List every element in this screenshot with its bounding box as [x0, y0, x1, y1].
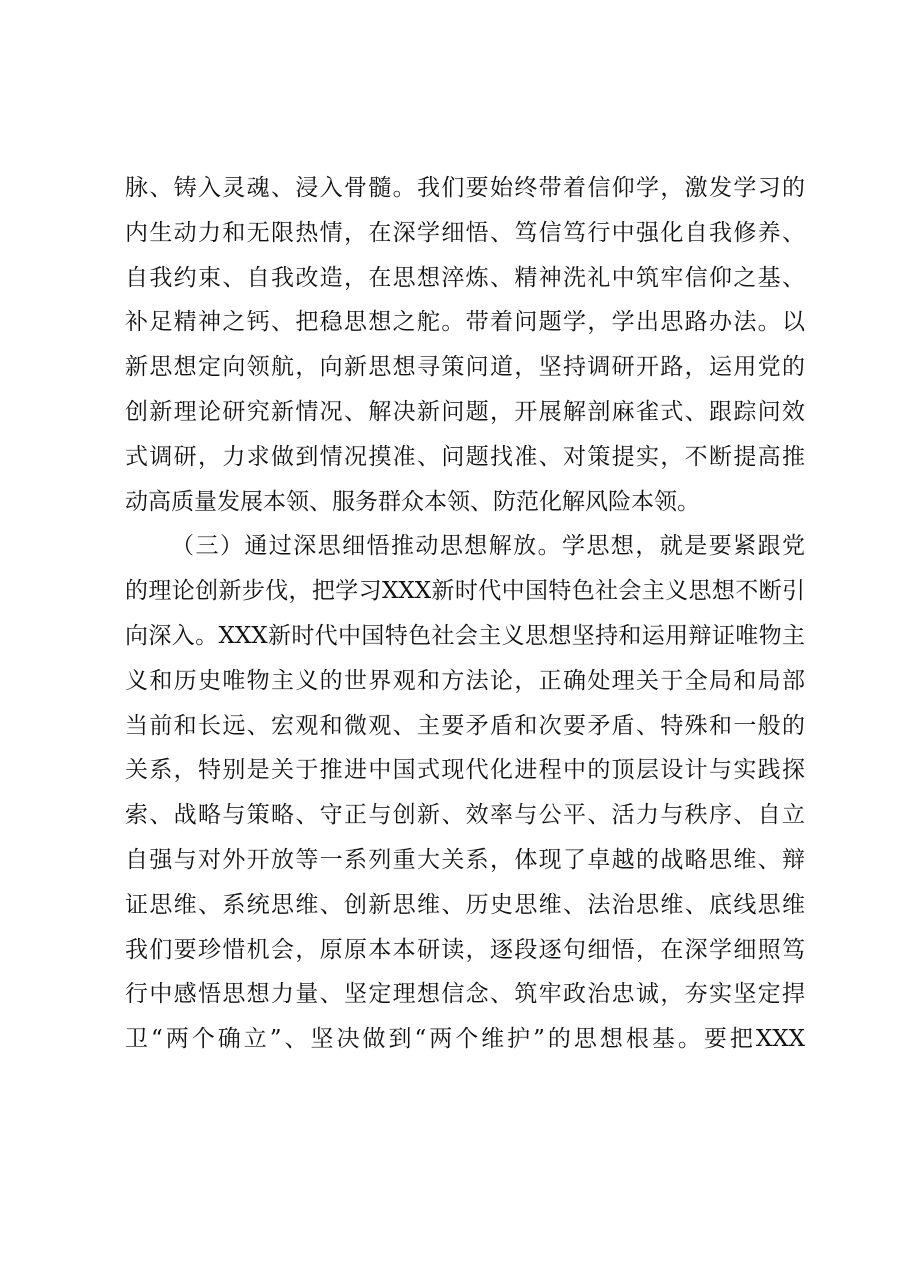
- text-line: 新思想定向领航，向新思想寻策问道，坚持调研开路，运用党的: [125, 354, 805, 381]
- text-line: 我们要珍惜机会，原原本本研读，逐段逐句细悟，在深学细照笃: [125, 936, 805, 963]
- text-line: 动高质量发展本领、服务群众本领、防范化解风险本领。: [125, 488, 700, 515]
- text-line: 创新理论研究新情况、解决新问题，开展解剖麻雀式、跟踪问效: [125, 398, 805, 425]
- text-line: 当前和长远、宏观和微观、主要矛盾和次要矛盾、特殊和一般的: [125, 712, 805, 739]
- text-line: （三）通过深思细悟推动思想解放。学思想，就是要紧跟党: [171, 533, 805, 560]
- text-line: 关系，特别是关于推进中国式现代化进程中的顶层设计与实践探: [125, 757, 805, 784]
- text-line: 脉、铸入灵魂、浸入骨髓。我们要始终带着信仰学，激发学习的: [125, 175, 805, 201]
- text-line: 卫“两个确立”、坚决做到“两个维护”的思想根基。要把XXX: [125, 1026, 805, 1053]
- text-line: 内生动力和无限热情，在深学细悟、笃信笃行中强化自我修养、: [125, 219, 805, 246]
- text-line: 证思维、系统思维、创新思维、历史思维、法治思维、底线思维: [125, 891, 805, 918]
- text-line: 向深入。XXX新时代中国特色社会主义思想坚持和运用辩证唯物主: [125, 622, 805, 649]
- text-line: 自我约束、自我改造，在思想淬炼、精神洗礼中筑牢信仰之基、: [125, 264, 805, 291]
- document-body-text: [125, 166, 805, 1062]
- text-line: 补足精神之钙、把稳思想之舵。带着问题学，学出思路办法。以: [125, 309, 805, 336]
- text-line: 的理论创新步伐，把学习XXX新时代中国特色社会主义思想不断引: [125, 578, 805, 605]
- text-line: 行中感悟思想力量、坚定理想信念、筑牢政治忠诚，夯实坚定捍: [125, 981, 805, 1008]
- text-line: 索、战略与策略、守正与创新、效率与公平、活力与秩序、自立: [125, 802, 805, 829]
- text-line: 式调研，力求做到情况摸准、问题找准、对策提实，不断提高推: [125, 443, 805, 470]
- text-line: 自强与对外开放等一系列重大关系，体现了卓越的战略思维、辩: [125, 846, 805, 873]
- text-line: 义和历史唯物主义的世界观和方法论，正确处理关于全局和局部: [125, 667, 805, 694]
